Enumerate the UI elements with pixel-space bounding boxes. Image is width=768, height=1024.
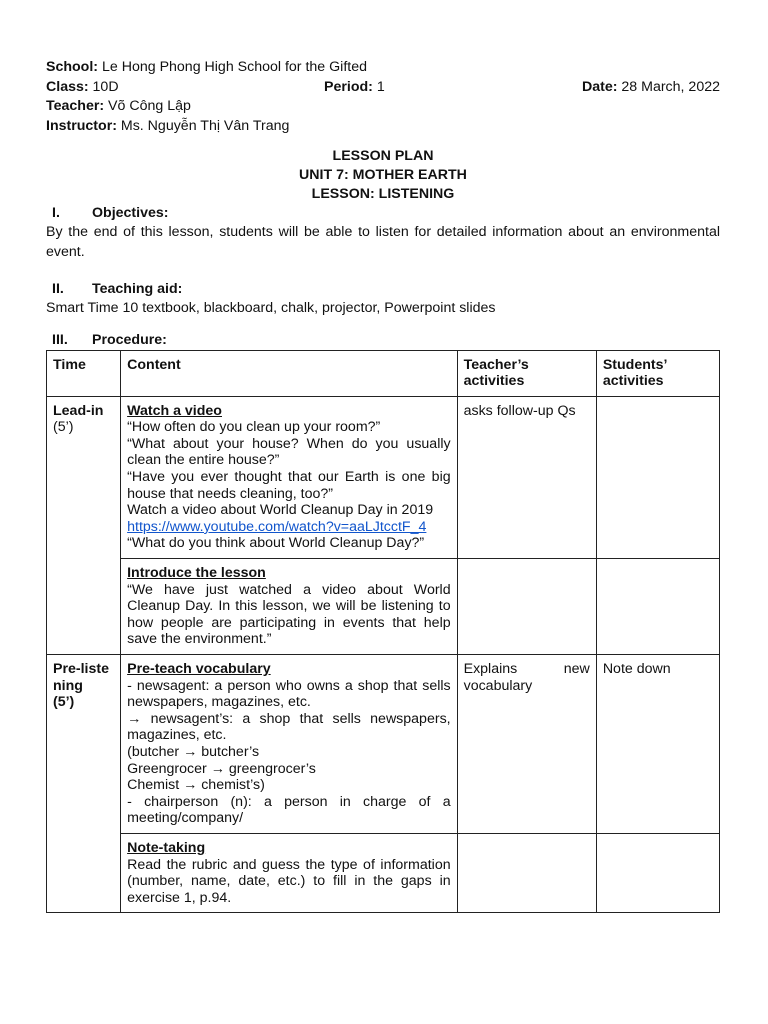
notes-text: Read the rubric and guess the type of information (number, name, date, etc.) to fill in the gaps in exercise 1, p.94. xyxy=(127,856,451,906)
procedure-label: Procedure: xyxy=(92,331,167,348)
date-value: 28 March, 2022 xyxy=(621,78,720,95)
intro-heading: Introduce the lesson xyxy=(127,565,266,582)
video-question-4: “What do you think about World Cleanup Day?” xyxy=(127,535,425,552)
vocab-line-5: Chemist → chemist’s) xyxy=(127,777,265,794)
period-value: 1 xyxy=(376,78,385,95)
video-question-2: “What about your house? When do you usually clean the entire house?” xyxy=(127,435,451,469)
objectives-heading xyxy=(46,204,720,223)
video-content-cell xyxy=(121,396,458,558)
header-time: Time xyxy=(47,350,121,396)
table-row xyxy=(47,559,720,655)
intro-text: “We have just watched a video about World Cleanup Day. In this lesson, we will be listening to how people are participating in events that help save the environment.” xyxy=(127,581,451,648)
prelistening-duration: (5’) xyxy=(53,694,75,711)
notes-teacher-cell xyxy=(457,833,596,912)
instructor-row xyxy=(46,117,720,137)
teacher-value: Võ Công Lập xyxy=(108,98,191,114)
video-watch-instruction: Watch a video about World Cleanup Day in 2019 xyxy=(127,502,434,519)
unit-title: UNIT 7: MOTHER EARTH xyxy=(299,167,467,183)
table-row xyxy=(47,396,720,558)
video-students-cell xyxy=(596,396,719,558)
instructor-label: Instructor: xyxy=(46,117,117,134)
intro-content-cell xyxy=(121,559,458,655)
video-link[interactable]: https://www.youtube.com/watch?v=aaLJtcctF_4 xyxy=(127,518,427,535)
school-row xyxy=(46,58,720,78)
video-question-1: “How often do you clean up your room?” xyxy=(127,419,381,436)
intro-teacher-cell xyxy=(457,559,596,655)
procedure-number: III. xyxy=(52,331,68,348)
vocab-line-6: - chairperson (n): a person in charge of a meeting/company/ xyxy=(127,793,451,827)
date-label: Date: xyxy=(581,78,618,95)
prelistening-time-cell xyxy=(47,655,121,913)
class-row xyxy=(46,78,720,98)
prelistening-stage: Pre-listening xyxy=(53,661,109,694)
header-teacher: Teacher’s activities xyxy=(457,350,596,396)
class-value: 10D xyxy=(92,78,119,95)
period-field xyxy=(324,78,385,98)
teaching-aid-number: II. xyxy=(52,281,64,297)
header-students: Students’ activities xyxy=(596,350,719,396)
class-label: Class: xyxy=(46,78,89,95)
notes-content-cell xyxy=(121,833,458,912)
objectives-number: I. xyxy=(52,205,60,221)
teacher-row xyxy=(46,97,720,117)
video-link-line xyxy=(127,519,451,536)
document-header xyxy=(46,58,720,136)
table-row xyxy=(47,833,720,912)
intro-students-cell xyxy=(596,559,719,655)
leadin-stage: Lead-in xyxy=(53,402,104,419)
teaching-aid-text: Smart Time 10 textbook, blackboard, chalk, projector, Powerpoint slides xyxy=(46,300,496,316)
teaching-aid-heading xyxy=(46,280,720,299)
lesson-plan-document xyxy=(46,58,720,913)
doc-title: LESSON PLAN xyxy=(332,148,434,164)
table-row xyxy=(47,655,720,834)
instructor-value: Ms. Nguyễn Thị Vân Trang xyxy=(120,117,290,134)
table-header-row xyxy=(47,350,720,396)
teaching-aid-label: Teaching aid: xyxy=(92,281,183,297)
vocab-line-1: - newsagent: a person who owns a shop that sells newspapers, magazines, etc. xyxy=(127,677,451,711)
vocab-students-cell: Note down xyxy=(596,655,719,834)
date-field xyxy=(582,78,720,98)
school-value: Le Hong Phong High School for the Gifted xyxy=(101,59,367,75)
video-teacher-cell: asks follow-up Qs xyxy=(457,396,596,558)
teacher-label: Teacher: xyxy=(46,98,105,114)
video-question-3: “Have you ever thought that our Earth is one big house that needs cleaning, too?” xyxy=(127,469,451,502)
vocab-line-4: Greengrocer → greengrocer’s xyxy=(127,760,316,777)
vocab-line-3: (butcher → butcher’s xyxy=(127,743,260,760)
procedure-heading xyxy=(46,331,720,350)
period-label: Period: xyxy=(324,78,373,95)
vocab-heading: Pre-teach vocabulary xyxy=(127,661,271,677)
vocab-line-2: → newsagent’s: a shop that sells newspapers, magazines, etc. xyxy=(127,710,451,744)
notes-heading: Note-taking xyxy=(127,839,206,856)
vocab-content-cell xyxy=(121,655,458,834)
leadin-time-cell xyxy=(47,396,121,654)
notes-students-cell xyxy=(596,833,719,912)
procedure-table xyxy=(46,350,720,914)
objectives-label: Objectives: xyxy=(92,205,169,221)
lesson-title: LESSON: LISTENING xyxy=(311,186,455,202)
header-content: Content xyxy=(121,350,458,396)
objectives-text: By the end of this lesson, students will be able to listen for detailed information about an environmental event. xyxy=(46,224,720,260)
video-heading: Watch a video xyxy=(127,402,222,419)
school-label: School: xyxy=(46,59,99,75)
vocab-teacher-cell: Explains new vocabulary xyxy=(457,655,596,834)
leadin-duration: (5’) xyxy=(53,419,74,436)
